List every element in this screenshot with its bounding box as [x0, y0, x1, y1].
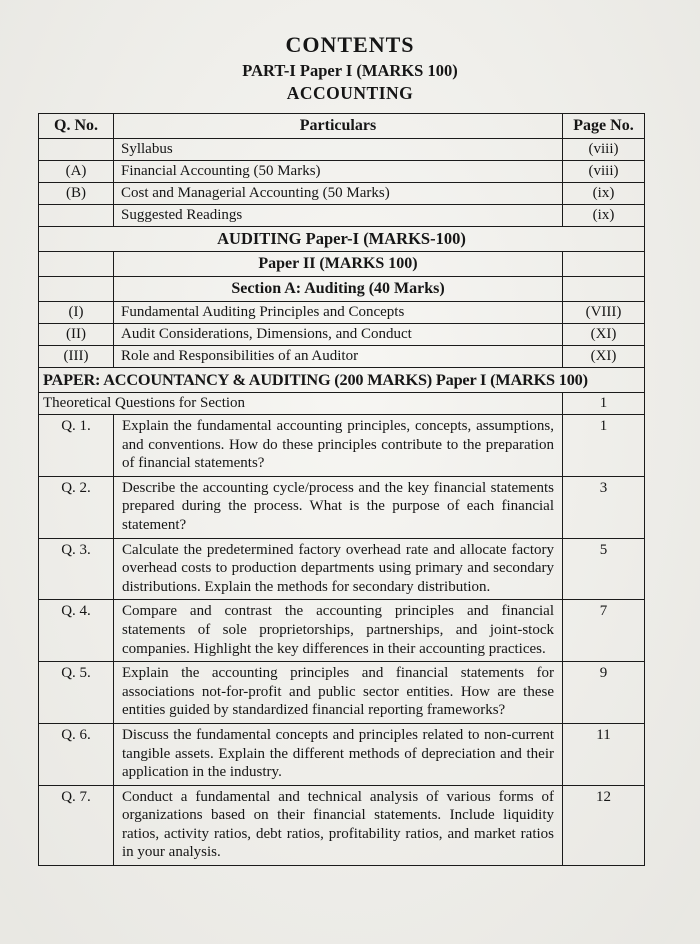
page-cell: [563, 252, 645, 277]
section-title-cell: Paper II (MARKS 100): [114, 252, 563, 277]
table-row: [39, 368, 645, 393]
particulars-cell: Role and Responsibilities of an Auditor: [114, 346, 563, 368]
qno-cell: [39, 277, 114, 302]
particulars-cell: Audit Considerations, Dimensions, and Conduct: [114, 324, 563, 346]
page-title: CONTENTS: [285, 32, 415, 57]
qno-cell: [39, 139, 114, 161]
page-cell: 5: [563, 538, 645, 600]
section-title-cell: Section A: Auditing (40 Marks): [114, 277, 563, 302]
table-row: [39, 302, 645, 324]
page-cell: 12: [563, 785, 645, 865]
page-cell: 9: [563, 662, 645, 724]
particulars-cell: Cost and Managerial Accounting (50 Marks): [114, 183, 563, 205]
question-row: [39, 415, 645, 477]
page-cell: (ix): [563, 205, 645, 227]
table-row: [39, 139, 645, 161]
table-row: [39, 252, 645, 277]
particulars-cell: Theoretical Questions for Section: [39, 393, 563, 415]
contents-table-body: [39, 139, 645, 866]
question-number-cell: Q. 7.: [39, 785, 114, 865]
question-text-cell: Calculate the predetermined factory overhead rate and allocate factory overhead costs to production departments using primary and secondary distributions. Explain the methods for secondary distribution.: [114, 538, 563, 600]
particulars-cell: Financial Accounting (50 Marks): [114, 161, 563, 183]
question-number-cell: Q. 1.: [39, 415, 114, 477]
col-header-page: Page No.: [563, 114, 645, 139]
part-heading: PART-I Paper I (MARKS 100): [242, 61, 458, 80]
qno-cell: (II): [39, 324, 114, 346]
qno-cell: (III): [39, 346, 114, 368]
page-cell: (XI): [563, 324, 645, 346]
table-row: [39, 183, 645, 205]
col-header-particulars: Particulars: [114, 114, 563, 139]
qno-cell: [39, 252, 114, 277]
question-row: [39, 476, 645, 538]
question-row: [39, 538, 645, 600]
page-cell: [563, 277, 645, 302]
question-row: [39, 662, 645, 724]
question-row: [39, 723, 645, 785]
table-header-row: [39, 114, 645, 139]
page-cell: 3: [563, 476, 645, 538]
table-row: [39, 227, 645, 252]
particulars-cell: Suggested Readings: [114, 205, 563, 227]
question-text-cell: Explain the accounting principles and financial statements for associations not-for-profit and public sector entities. How are these entities guided by standardized financial reporting frameworks?: [114, 662, 563, 724]
qno-cell: (A): [39, 161, 114, 183]
page-cell: (viii): [563, 139, 645, 161]
page-cell: (ix): [563, 183, 645, 205]
question-number-cell: Q. 2.: [39, 476, 114, 538]
table-row: [39, 277, 645, 302]
question-text-cell: Describe the accounting cycle/process and the key financial statements prepared during the process. What is the purpose of each financial statement?: [114, 476, 563, 538]
table-row: [39, 205, 645, 227]
page-cell: (VIII): [563, 302, 645, 324]
table-row: [39, 324, 645, 346]
qno-cell: (B): [39, 183, 114, 205]
table-row: [39, 393, 645, 415]
table-row: [39, 161, 645, 183]
question-text-cell: Discuss the fundamental concepts and principles related to non-current tangible assets. Explain the different methods of depreciation and their application in the industry.: [114, 723, 563, 785]
subject-heading: ACCOUNTING: [286, 83, 414, 103]
question-number-cell: Q. 5.: [39, 662, 114, 724]
qno-cell: [39, 205, 114, 227]
question-number-cell: Q. 6.: [39, 723, 114, 785]
col-header-qno: Q. No.: [39, 114, 114, 139]
page-cell: (XI): [563, 346, 645, 368]
table-row: [39, 346, 645, 368]
page-cell: 11: [563, 723, 645, 785]
paper-banner: PAPER: ACCOUNTANCY & AUDITING (200 MARKS) Paper I (MARKS 100): [39, 368, 645, 393]
page-cell: 1: [563, 393, 645, 415]
question-row: [39, 785, 645, 865]
page-cell: 7: [563, 600, 645, 662]
question-number-cell: Q. 4.: [39, 600, 114, 662]
qno-cell: (I): [39, 302, 114, 324]
particulars-cell: Syllabus: [114, 139, 563, 161]
question-text-cell: Conduct a fundamental and technical analysis of various forms of organizations based on their financial statements. Include liquidity ratios, activity ratios, debt ratios, profitability ratios, and market ratios in your analysis.: [114, 785, 563, 865]
question-row: [39, 600, 645, 662]
question-text-cell: Explain the fundamental accounting principles, concepts, assumptions, and conventions. How do these principles contribute to the preparation of financial statements?: [114, 415, 563, 477]
question-number-cell: Q. 3.: [39, 538, 114, 600]
page-cell: 1: [563, 415, 645, 477]
page-cell: (viii): [563, 161, 645, 183]
particulars-cell: Fundamental Auditing Principles and Concepts: [114, 302, 563, 324]
question-text-cell: Compare and contrast the accounting principles and financial statements of sole proprietorships, partnerships, and joint-stock companies. Highlight the key differences in their accounting practices.: [114, 600, 563, 662]
contents-table: [38, 113, 645, 866]
section-banner: AUDITING Paper-I (MARKS-100): [39, 227, 645, 252]
